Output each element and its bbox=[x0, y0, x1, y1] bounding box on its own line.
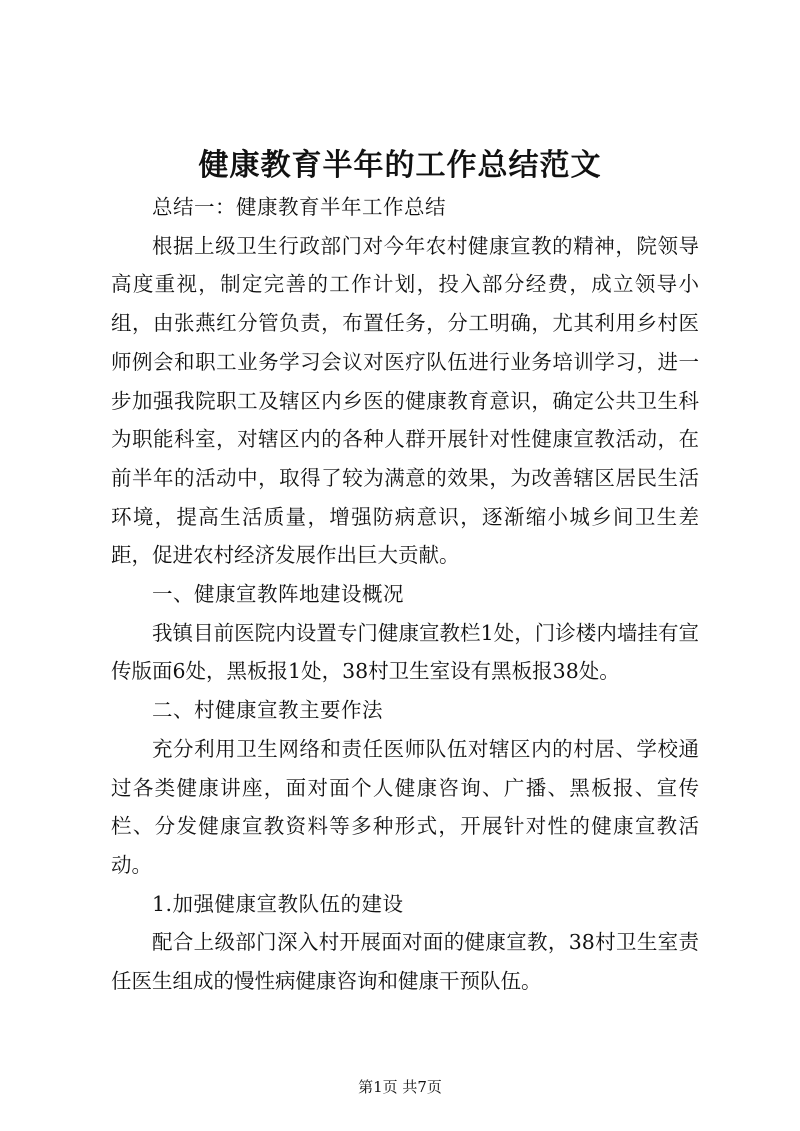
page-footer: 第1页 共7页 bbox=[358, 1078, 442, 1096]
document-body bbox=[111, 188, 699, 1001]
section-heading: 总结一：健康教育半年工作总结 bbox=[152, 195, 446, 219]
section-heading: 一、健康宣教阵地建设概况 bbox=[152, 582, 404, 607]
body-paragraph: 配合上级部门深入村开展面对面的健康宣教，38村卫生室责任医生组成的慢性病健康咨询和健康干预队伍。 bbox=[111, 930, 699, 994]
section-heading: 二、村健康宣教主要作法 bbox=[152, 698, 383, 723]
section-heading: 1.加强健康宣教队伍的建设 bbox=[152, 891, 404, 916]
body-paragraph: 根据上级卫生行政部门对今年农村健康宣教的精神，院领导高度重视，制定完善的工作计划，投入部分经费，成立领导小组，由张燕红分管负责，布置任务，分工明确，尤其利用乡村医师例会和职工业务学习会议对医疗队伍进行业务培训学习，进一步加强我院职工及辖区内乡医的健康教育意识，确定公共卫生科为职能科室，对辖区内的各种人群开展针对性健康宣教活动，在前半年的活动中，取得了较为满意的效果，为改善辖区居民生活环境，提高生活质量，增强防病意识，逐渐缩小城乡间卫生差距，促进农村经济发展作出巨大贡献。 bbox=[111, 233, 699, 568]
document-title: 健康教育半年的工作总结范文 bbox=[198, 148, 602, 183]
body-paragraph: 我镇目前医院内设置专门健康宣教栏1处，门诊楼内墙挂有宣传版面6处，黑板报1处，38村卫生室设有黑板报38处。 bbox=[111, 620, 699, 684]
body-paragraph: 充分利用卫生网络和责任医师队伍对辖区内的村居、学校通过各类健康讲座，面对面个人健康咨询、广播、黑板报、宣传栏、分发健康宣教资料等多种形式，开展针对性的健康宣教活动。 bbox=[111, 736, 699, 877]
